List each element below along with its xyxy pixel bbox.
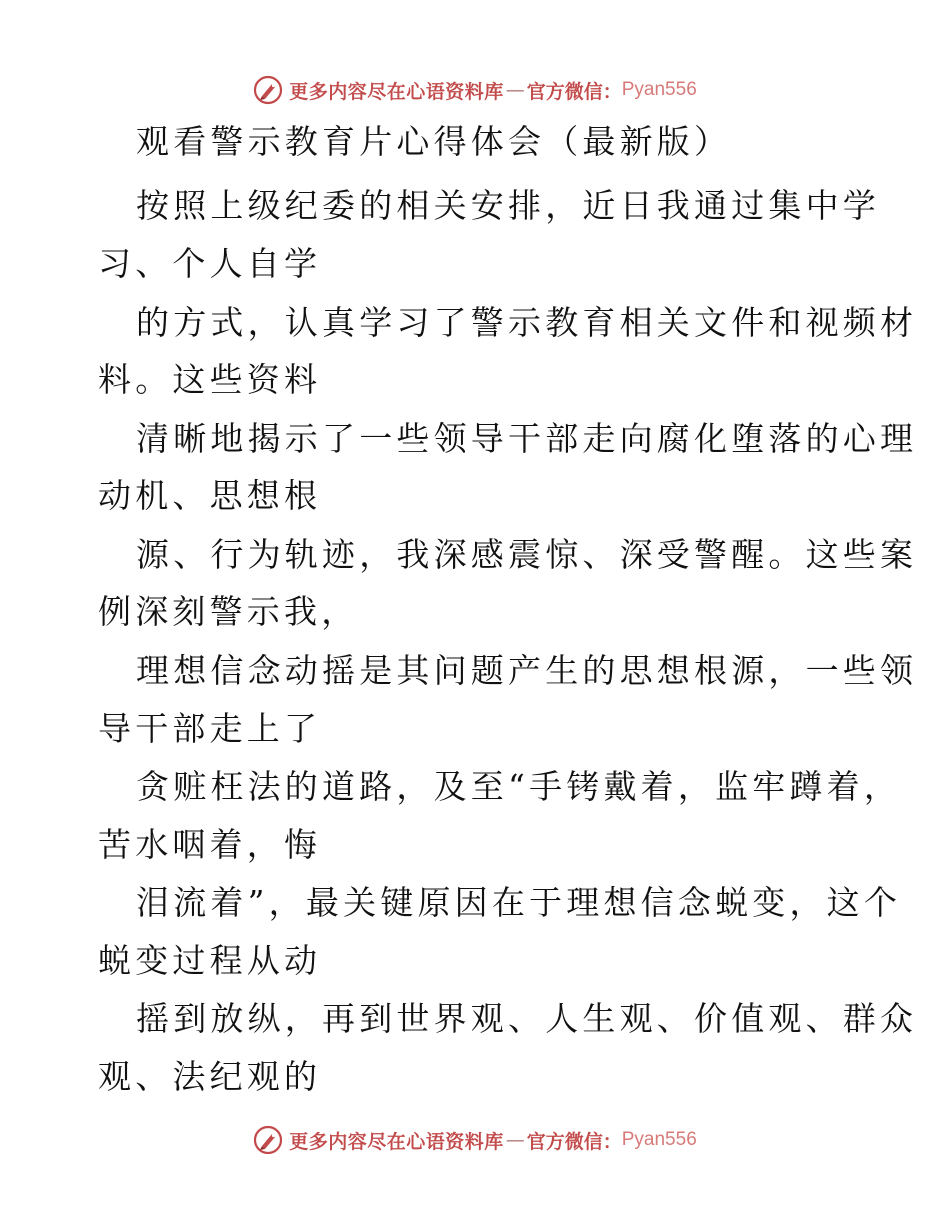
paragraph-line: 动机、思想根: [98, 476, 322, 515]
banner-wechat-label: 官方微信：: [526, 80, 622, 103]
document-title: 观看警示教育片心得体会（最新版）: [136, 122, 732, 161]
paragraph-line: 导干部走上了: [98, 709, 322, 748]
banner-dash: —: [505, 79, 525, 101]
paragraph-line: 清晰地揭示了一些领导干部走向腐化堕落的心理: [136, 419, 918, 458]
paragraph-line: 理想信念动摇是其问题产生的思想根源，一些领: [136, 651, 918, 690]
banner-dash: —: [505, 1129, 525, 1151]
footer-banner: [0, 1120, 950, 1160]
banner-slogan: 更多内容尽在心语资料库: [289, 80, 504, 103]
paragraph-line: 例深刻警示我，: [98, 592, 359, 631]
banner-wechat-id: Pyan556: [621, 1129, 697, 1150]
paragraph-line: 按照上级纪委的相关安排，近日我通过集中学: [136, 186, 880, 225]
paragraph-line: 贪赃枉法的道路，及至“手铐戴着，监牢蹲着，: [136, 767, 902, 806]
paragraph-line: 习、个人自学: [98, 244, 322, 283]
paragraph-line: 料。这些资料: [98, 360, 322, 399]
banner-wechat-id: Pyan556: [621, 79, 697, 100]
paragraph-line: 观、法纪观的: [98, 1057, 322, 1096]
paragraph-line: 苦水咽着，悔: [98, 825, 322, 864]
paragraph-line: 泪流着”，最关键原因在于理想信念蜕变，这个: [136, 883, 902, 922]
paragraph-line: 源、行为轨迹，我深感震惊、深受警醒。这些案: [136, 535, 918, 574]
banner-wechat-label: 官方微信：: [526, 1130, 622, 1153]
paragraph-line: 的方式，认真学习了警示教育相关文件和视频材: [136, 303, 918, 342]
paragraph-line: 摇到放纵，再到世界观、人生观、价值观、群众: [136, 999, 918, 1038]
paragraph-line: 蜕变过程从动: [98, 941, 322, 980]
pen-nib-logo-icon: [253, 1125, 283, 1155]
banner-slogan: 更多内容尽在心语资料库: [289, 1130, 504, 1153]
